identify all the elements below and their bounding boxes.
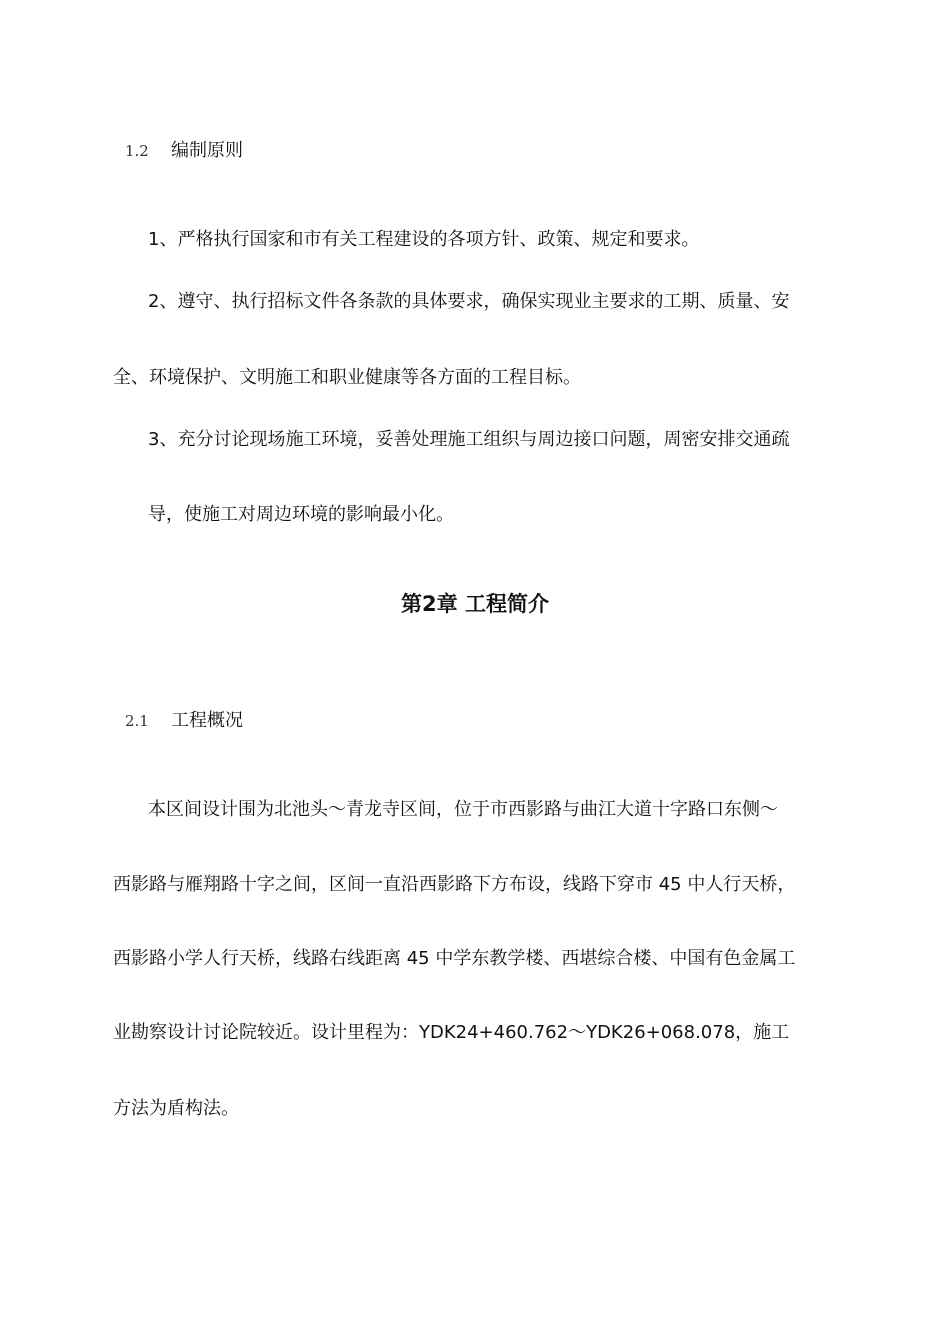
section-number: 2.1 <box>125 712 149 730</box>
section-title: 编制原则 <box>171 140 243 161</box>
overview-line-2: 西影路与雁翔路十字之间，区间一直沿西影路下方布设，线路下穿市 45 中人行天桥， <box>113 874 796 895</box>
principle-item-1: 1、严格执行国家和市有关工程建设的各项方针、政策、规定和要求。 <box>148 229 700 250</box>
principle-item-2-line-2: 全、环境保护、文明施工和职业健康等各方面的工程目标。 <box>113 367 581 388</box>
overview-line-3: 西影路小学人行天桥，线路右线距离 45 中学东教学楼、西堪综合楼、中国有色金属工 <box>113 948 796 969</box>
principle-item-3-line-1: 3、充分讨论现场施工环境，妥善处理施工组织与周边接口问题，周密安排交通疏 <box>148 429 790 450</box>
section-title: 工程概况 <box>171 710 243 731</box>
section-heading-1-2 <box>125 139 243 163</box>
principle-item-3-line-2: 导，使施工对周边环境的影响最小化。 <box>148 504 454 525</box>
section-number: 1.2 <box>125 142 149 160</box>
overview-line-1: 本区间设计围为北池头～青龙寺区间，位于市西影路与曲江大道十字路口东侧～ <box>148 799 778 820</box>
section-heading-2-1 <box>125 709 243 733</box>
principle-item-2-line-1: 2、遵守、执行招标文件各条款的具体要求，确保实现业主要求的工期、质量、安 <box>148 291 790 312</box>
overview-line-4: 业勘察设计讨论院较近。设计里程为：YDK24+460.762～YDK26+068.078，施工 <box>113 1022 790 1043</box>
chapter-title: 第2章 工程简介 <box>401 592 549 616</box>
overview-line-5: 方法为盾构法。 <box>113 1098 239 1119</box>
